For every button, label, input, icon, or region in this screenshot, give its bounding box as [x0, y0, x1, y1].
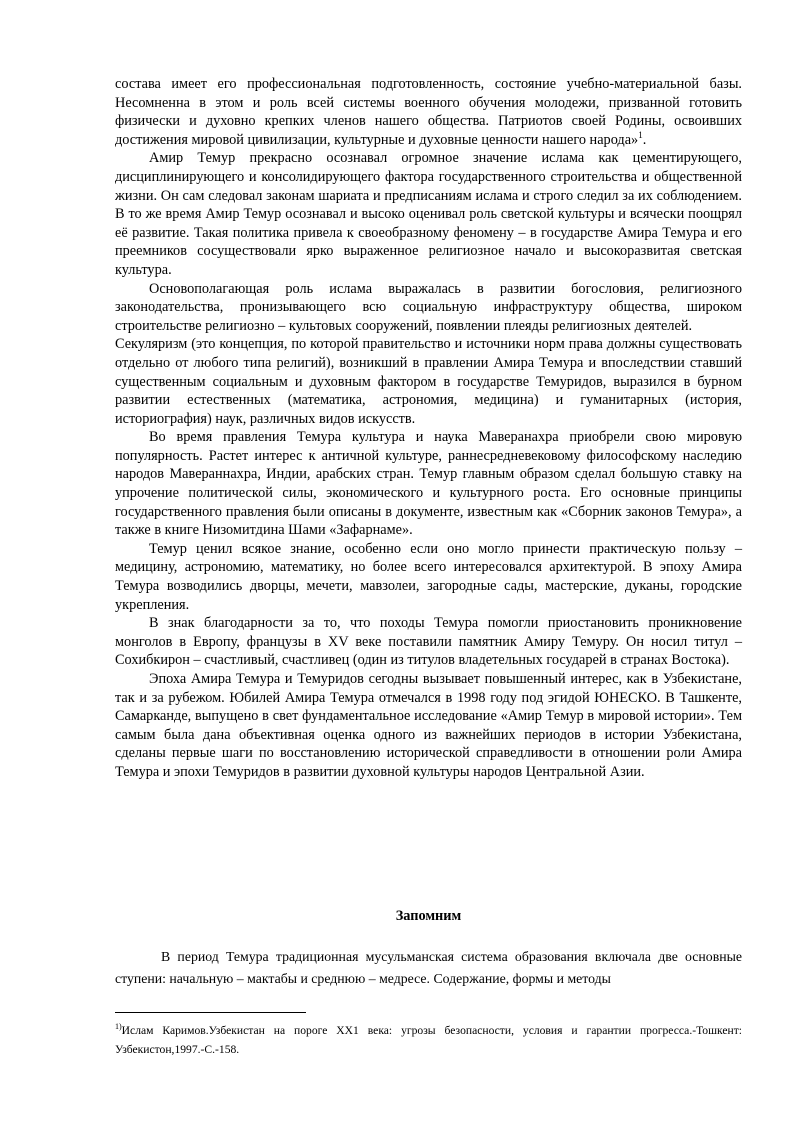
- body-text: [115, 75, 742, 782]
- footnote-reference[interactable]: 1: [638, 130, 643, 141]
- footnote: [115, 1021, 742, 1059]
- paragraph-monument: В знак благодарности за то, что походы Темура помогли приостановить проникновение монголов в Европу, французы в XV веке поставили памятник Амиру Темуру. Он носил титул – Сохибкирон – счастливый, счастливец (один из титулов владетельных государей в странах Востока).: [115, 615, 742, 669]
- paragraph-islam-role: Амир Темур прекрасно осознавал огромное значение ислама как цементирующего, дисциплинирующего и консолидирующего фактора государственного строительства и общественной жизни. Он сам следовал законам шариата и предписаниям ислама и строго следил за их соблюдением. В то же время Амир Темур осознавал и высоко оценивал роль светской культуры и всячески поощрял её развитие. Такая политика привела к своеобразному феномену – в государстве Амира Темура и его преемников сосуществовали ярко выраженное религиозное начало и высокоразвитая светская культура.: [115, 150, 742, 278]
- paragraph-knowledge: Темур ценил всякое знание, особенно если оно могло принести практическую пользу – медицину, астрономию, математику, но более всего интересовался архитектурой. В эпоху Амира Темура возводились дворцы, мечети, мавзолеи, загородные сады, мастерские, дуканы, городские укрепления.: [115, 540, 742, 613]
- paragraph-continuation: состава имеет его профессиональная подготовленность, состояние учебно-материальной базы. Несомненна в этом и роль всей системы военного обучения молодежи, призванной готовить физически и духовно крепких членов нашего общества. Патриотов своей Родины, освоивших достижения мировой цивилизации, культурные и духовные ценности нашего народа»$^1$.: [115, 76, 742, 148]
- paragraph-jubilee: Эпоха Амира Темура и Темуридов сегодны вызывает повышенный интерес, как в Узбекистане, так и за рубежом. Юбилей Амира Темура отмечался в 1998 году под эгидой ЮНЕСКО. В Ташкенте, Самарканде, выпущено в свет фундаментальное исследование «Амир Темур в мировой истории». Тем самым была дана объективная оценка одного из важнейших периодов в истории Узбекистана, сделаны первые шаги по восстановлению исторической справедливости в отношении роли Амира Темура и эпохи Темуридов в развитии духовной культуры народов Центральной Азии.: [115, 671, 742, 780]
- footnote-marker: 1): [115, 1022, 122, 1032]
- remember-paragraph: В период Темура традиционная мусульманская система образования включала две основные ступени: начальную – мактабы и среднюю – медресе. Содержание, формы и методы: [115, 949, 742, 986]
- paragraph-culture-science: Во время правления Темура культура и наука Маверанахра приобрели свою мировую популярность. Растет интерес к античной культуре, раннесредневековому философскому наследию народов Мавераннахра, Индии, арабских стран. Темур главным образом сделал большую ставку на упрочение политической силы, экономического и культурного роста. Его основные принципы государственного правления были описаны в документе, известным как «Сборник законов Темура», а также в книге Низомитдина Шами «Зафарнаме».: [115, 429, 742, 539]
- paragraph-secularism: Секуляризм (это концепция, по которой правительство и источники норм права должны существовать отдельно от любого типа религий), возникший в правлении Амира Темура и впоследствии ставший существенным социальным и духовным фактором в государстве Темуридов, выразился в бурном развитии естественных (математика, астрономия, медицина) и гуманитарных (история, историография) наук, различных видов искусств.: [115, 336, 742, 427]
- paragraph-theology: Основополагающая роль ислама выражалась в развитии богословия, религиозного законодательства, пронизывающего всю социальную инфраструктуру общества, широком строительстве религиозно – культовых сооружений, появлении плеяды религиозных деятелей.: [115, 280, 742, 334]
- footnote-separator: [115, 1012, 306, 1013]
- section-heading: Запомним: [395, 908, 462, 924]
- footnote-text: Ислам Каримов.Узбекистан на пороге ХХ1 века: угрозы безопасности, условия и гарантии прогресса.-Тошкент: Узбекистон,1997.-С.-158.: [115, 1024, 742, 1056]
